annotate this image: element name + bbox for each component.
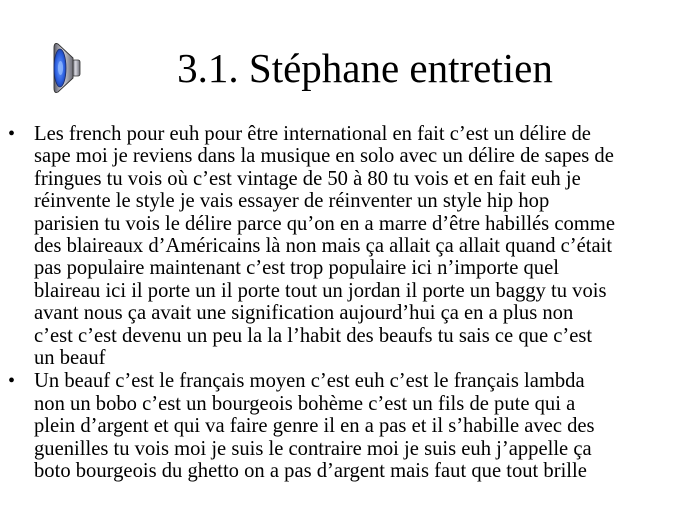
slide-title: 3.1. Stéphane entretien — [177, 45, 553, 91]
text-line: Un beauf c’est le français moyen c’est euh c’est le français lambda — [34, 370, 585, 393]
bullet-marker: • — [8, 370, 16, 393]
text-line: des blaireaux d’Américains là non mais ça allait ça allait quand c’était — [34, 235, 613, 258]
text-line: sape moi je reviens dans la musique en solo avec un délire de sapes de — [34, 145, 614, 168]
text-line: guenilles tu vois moi je suis le contraire moi je suis euh j’appelle ça — [34, 437, 592, 460]
speaker-icon-graphic — [46, 38, 86, 98]
text-line: un beauf — [34, 347, 106, 370]
bullet-item — [8, 370, 683, 482]
text-line: avant nous ça avait une signification aujourd’hui ça en a plus non — [34, 302, 574, 325]
text-line: Les french pour euh pour être international en fait c’est un délire de — [34, 123, 591, 145]
text-line: fringues tu vois où c’est vintage de 50 à 80 tu vois et en fait euh je — [34, 167, 581, 190]
text-line: c’est c’est devenu un peu la la l’habit des beaufs tu sais ce que c’est — [34, 324, 593, 347]
bullet-marker: • — [8, 123, 16, 145]
text-line: pas populaire maintenant c’est trop populaire ici n’importe quel — [34, 257, 559, 280]
text-line: plein d’argent et qui va faire genre il en a pas et il s’habille avec des — [34, 415, 595, 438]
text-line: non un bobo c’est un bourgeois bohème c’est un fils de pute qui a — [34, 392, 576, 415]
text-line: parisien tu vois le délire parce qu’on en a marre d’être habillés comme — [34, 212, 615, 235]
bullet-item — [8, 123, 683, 369]
bullet-list — [8, 123, 683, 484]
text-line: boto bourgeois du ghetto on a pas d’argent mais faut que tout brille — [34, 460, 587, 483]
speaker-icon[interactable] — [46, 38, 86, 98]
text-line: blaireau ici il porte un il porte tout un jordan il porte un baggy tu vois — [34, 279, 607, 302]
text-line: réinvente le style je vais essayer de réinventer un style hip hop — [34, 190, 550, 213]
